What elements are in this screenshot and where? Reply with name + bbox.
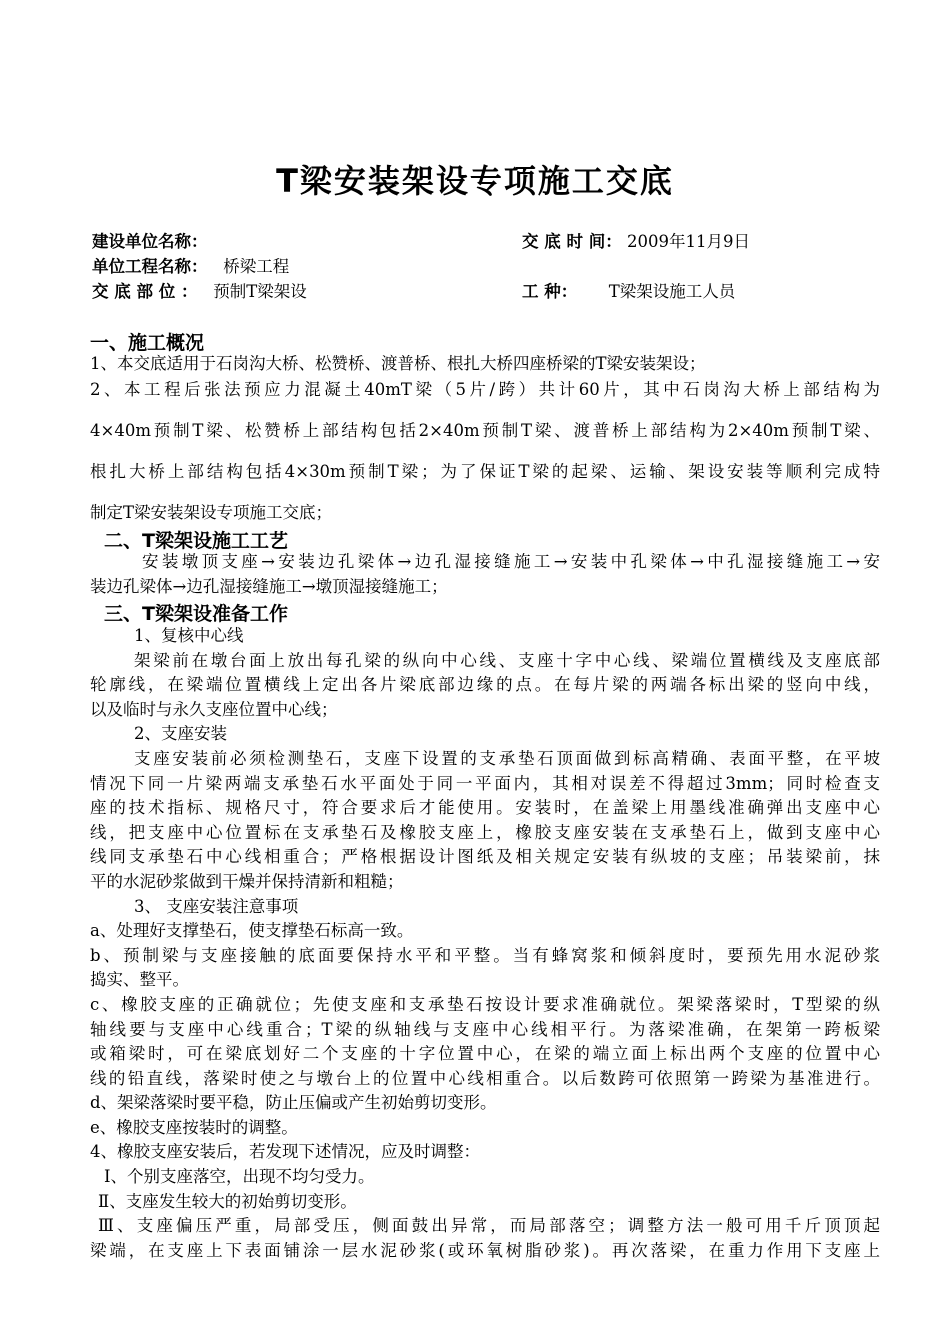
list-item: 4、橡胶支座安装后，若发现下述情况，应及时调整：	[90, 1142, 480, 1162]
part-value: 预制T梁架设	[213, 282, 307, 301]
paragraph-line: 制定T梁安装架设专项施工交底；	[90, 503, 333, 522]
section1-heading: 一、施工概况	[90, 332, 205, 354]
subheading-bearing-notes: 3、 支座安装注意事项	[134, 896, 299, 916]
list-item: 线的铅直线，落梁时使之与墩台上的位置中心线相重合。以后数跨可依照第一跨梁为基准进行。	[90, 1068, 880, 1088]
time-label: 交 底 时 间： 2009年11月9日	[522, 232, 750, 251]
paragraph-line: 装边孔梁体→边孔湿接缝施工→墩顶湿接缝施工；	[90, 576, 448, 596]
trade-value: T梁架设施工人员	[608, 282, 736, 301]
project-label: 单位工程名称： 桥梁工程	[92, 257, 290, 276]
list-item: Ⅰ、个别支座落空，出现不均匀受力。	[104, 1167, 375, 1187]
list-item: c、橡胶支座的正确就位；先使支座和支承垫石按设计要求准确就位。架梁落梁时，T型梁的纵	[90, 994, 880, 1014]
list-item: 捣实、整平。	[90, 970, 189, 990]
section3-body	[90, 624, 880, 1263]
paragraph-line: 平的水泥砂浆做到干燥并保持清新和粗糙；	[90, 871, 404, 891]
list-item: 或箱梁时，可在梁底划好二个支座的十字位置中心，在梁的端立面上标出两个支座的位置中心	[90, 1044, 880, 1064]
list-item: 梁端，在支座上下表面铺涂一层水泥砂浆(或环氧树脂砂浆)。再次落梁，在重力作用下支座上	[90, 1240, 880, 1260]
paragraph-line: 座的技术指标、规格尺寸，符合要求后才能使用。安装时，在盖梁上用墨线准确弹出支座中心	[90, 798, 880, 818]
paragraph-line: 情况下同一片梁两端支承垫石水平面处于同一平面内，其相对误差不得超过3mm；同时检查支	[90, 773, 880, 793]
document-title: T梁安装架设专项施工交底	[276, 162, 674, 200]
paragraph-line: 线，把支座中心位置标在支承垫石及橡胶支座上，橡胶支座安装在支承垫石上，做到支座中心	[90, 822, 880, 842]
section1-paragraph1: 1、本交底适用于石岗沟大桥、松赞桥、渡普桥、根扎大桥四座桥梁的T梁安装架设；	[90, 354, 706, 373]
section1-paragraph2	[90, 369, 880, 533]
trade-label: 工 种： T梁架设施工人员	[522, 282, 736, 301]
paragraph-line: 轮廓线，在梁端位置横线上定出各片梁底部边缘的点。在每片梁的两端各标出梁的竖向中线，	[90, 675, 880, 695]
subheading-check-centerline: 1、复核中心线	[134, 626, 244, 645]
section2-heading: 二、T梁架设施工工艺	[104, 530, 288, 552]
list-item: Ⅲ、支座偏压严重，局部受压，侧面鼓出异常，而局部落空；调整方法一般可用千斤顶顶起	[98, 1216, 880, 1236]
section3-heading: 三、T梁架设准备工作	[104, 603, 288, 625]
paragraph-line: 2、本工程后张法预应力混凝土40mT梁（5片/跨）共计60片，其中石岗沟大桥上部结构为	[90, 380, 880, 399]
list-item: e、橡胶支座按装时的调整。	[90, 1117, 298, 1137]
paragraph-line: 架梁前在墩台面上放出每孔梁的纵向中心线、支座十字中心线、梁端位置横线及支座底部	[134, 650, 880, 670]
paragraph-line: 4×40m预制T梁、松赞桥上部结构包括2×40m预制T梁、渡普桥上部结构为2×40m预制T梁、	[90, 421, 880, 440]
unit-label: 建设单位名称：	[92, 232, 208, 251]
paragraph-line: 支座安装前必须检测垫石，支座下设置的支承垫石顶面做到标高精确、表面平整，在平坡	[134, 748, 880, 768]
section2-body	[90, 550, 880, 599]
list-item: a、处理好支撑垫石，使支撑垫石标高一致。	[90, 921, 414, 941]
list-item: 轴线要与支座中心线重合；T梁的纵轴线与支座中心线相平行。为落梁准确，在架第一跨板梁	[90, 1019, 880, 1039]
subheading-bearing-install: 2、支座安装	[134, 724, 227, 744]
paragraph-line: 根扎大桥上部结构包括4×30m预制T梁；为了保证T梁的起梁、运输、架设安装等顺利完成特	[90, 462, 880, 481]
list-item: Ⅱ、支座发生较大的初始剪切变形。	[98, 1191, 357, 1211]
paragraph-line: 线同支承垫石中心线相重合；严格根据设计图纸及相关规定安装有纵坡的支座；吊装梁前，抹	[90, 847, 880, 867]
paragraph-line: 以及临时与永久支座位置中心线；	[90, 699, 338, 719]
part-label: 交 底 部 位 ： 预制T梁架设	[92, 282, 307, 301]
list-item: d、架梁落梁时要平稳，防止压偏或产生初始剪切变形。	[90, 1093, 497, 1113]
project-value: 桥梁工程	[223, 257, 290, 276]
time-value: 2009年11月9日	[626, 232, 750, 251]
paragraph-line: 安装墩顶支座→安装边孔梁体→边孔湿接缝施工→安装中孔梁体→中孔湿接缝施工→安	[142, 552, 880, 571]
list-item: b、预制梁与支座接触的底面要保持水平和平整。当有蜂窝浆和倾斜度时，要预先用水泥砂浆	[90, 945, 880, 965]
